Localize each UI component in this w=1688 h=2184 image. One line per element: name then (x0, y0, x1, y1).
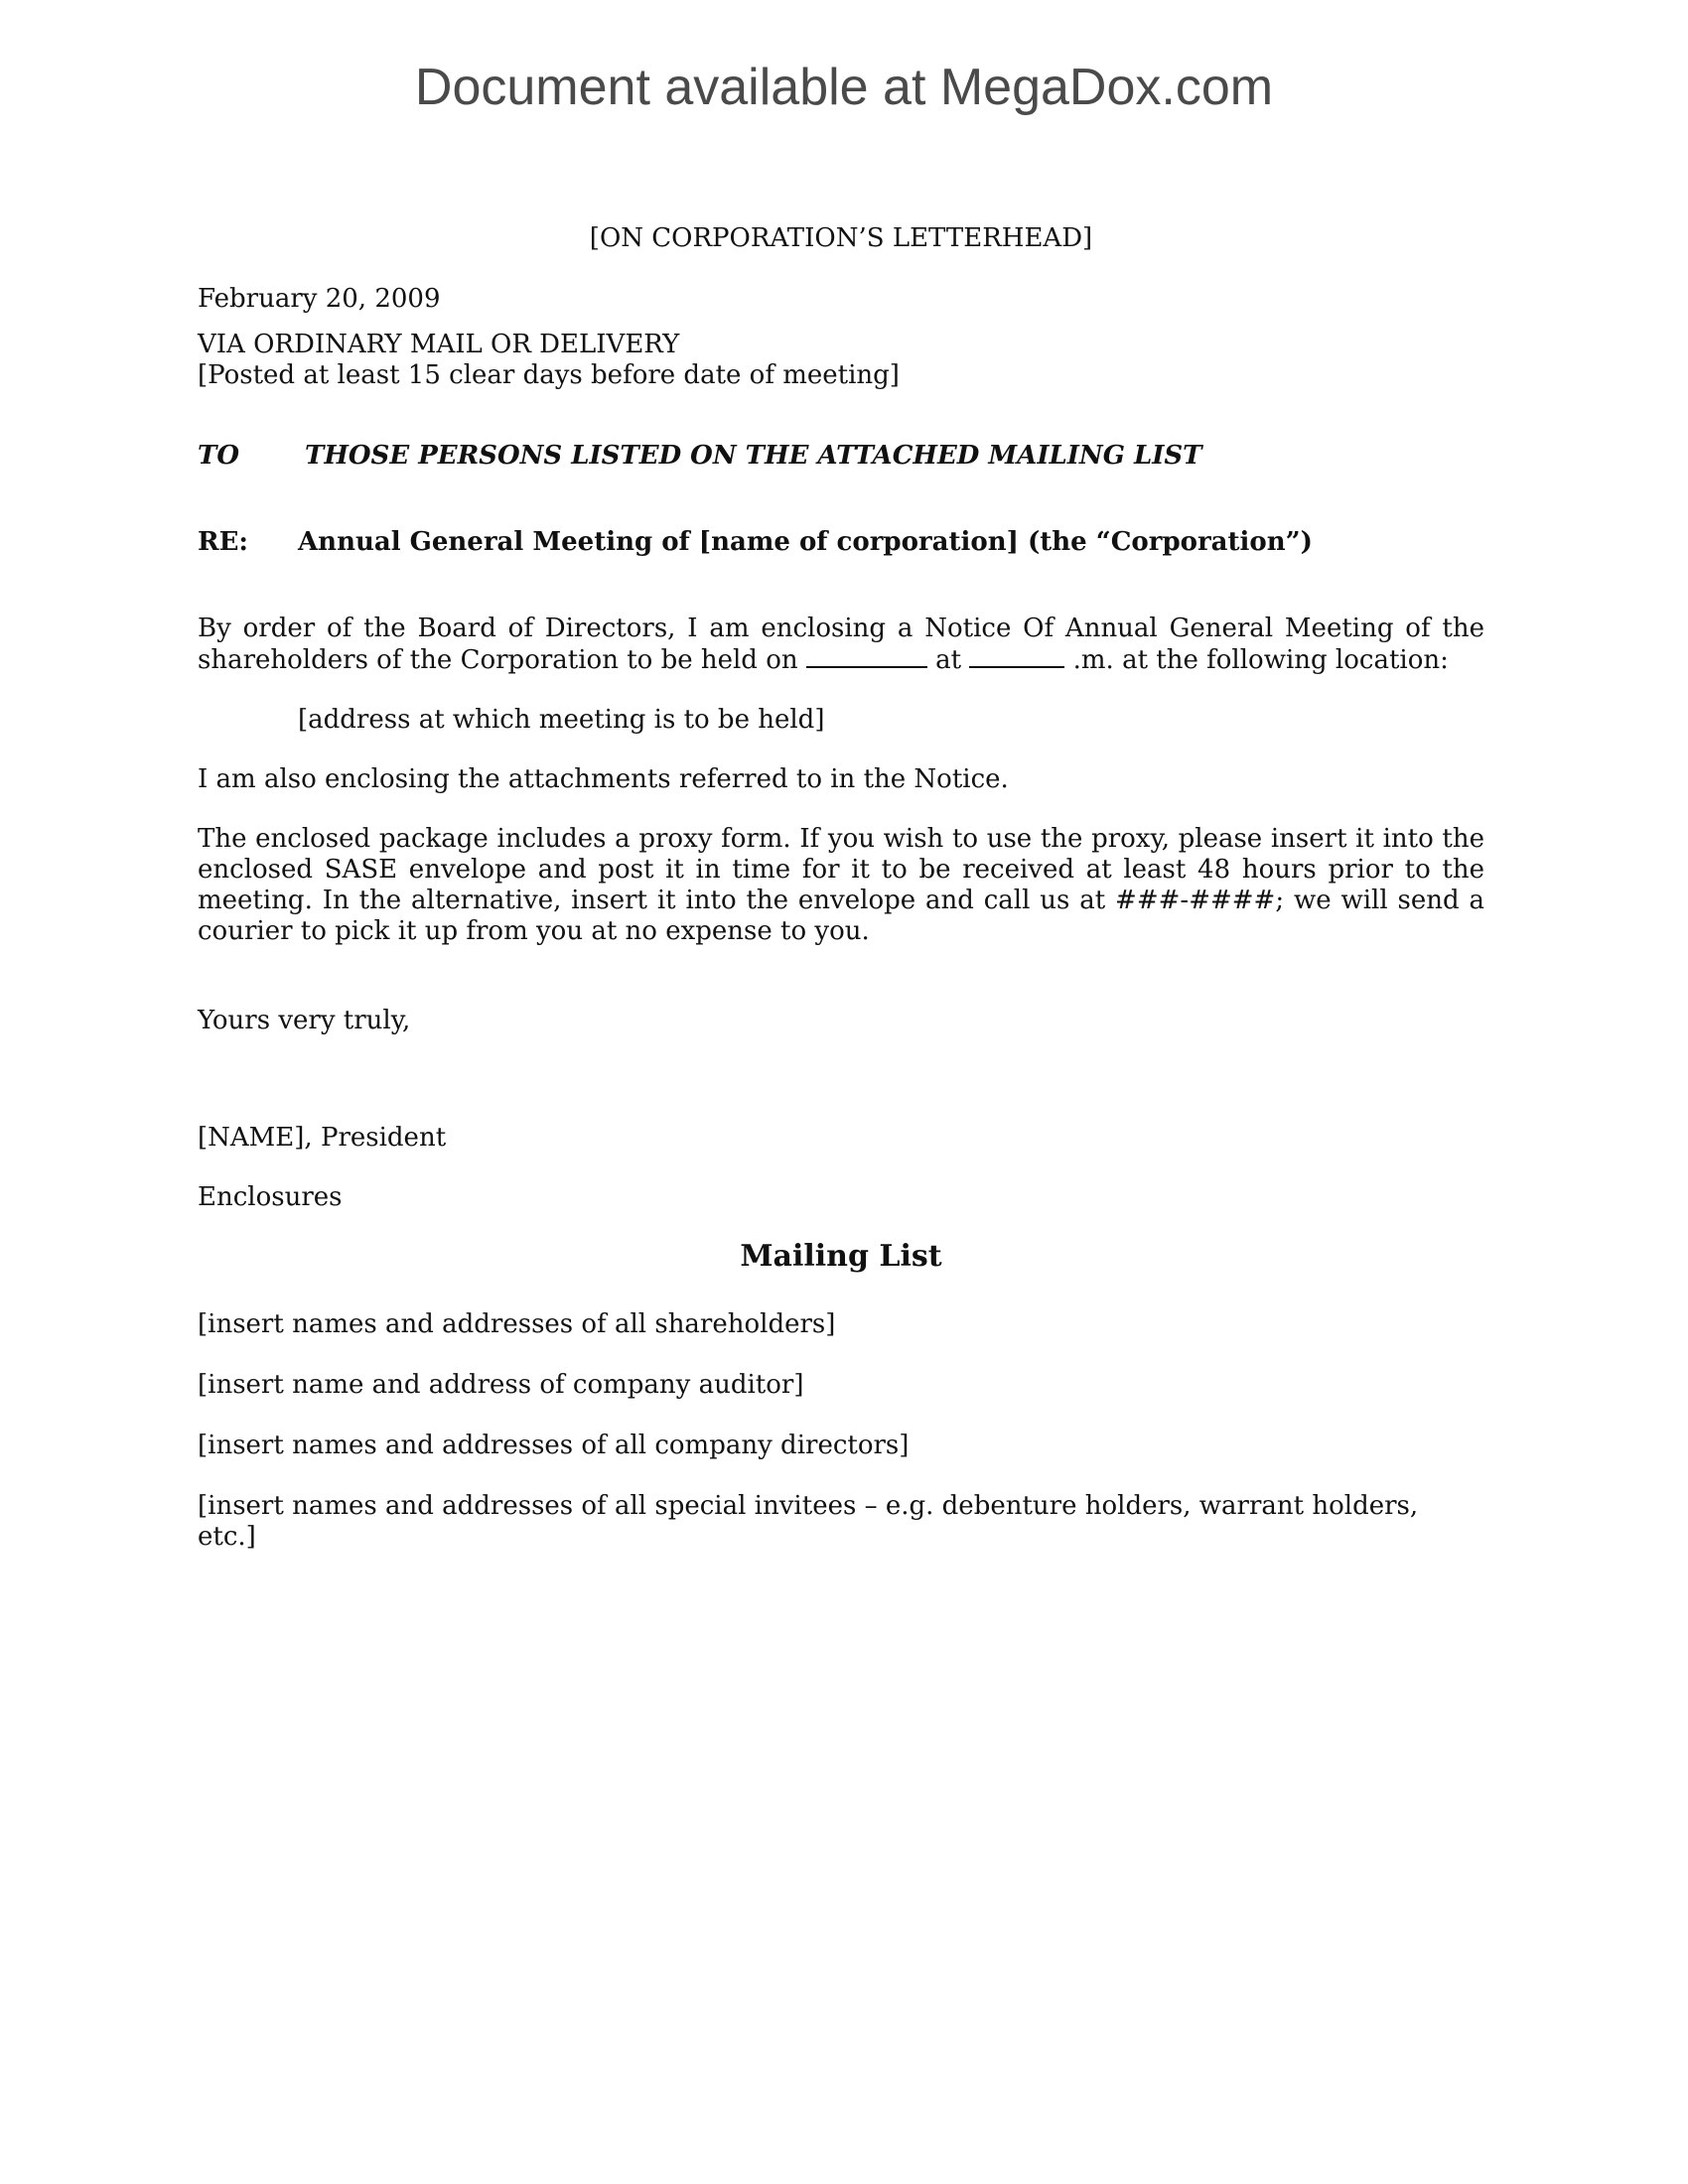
signer: [NAME], President (198, 1123, 447, 1153)
list-item: [insert names and addresses of all special invitees – e.g. debenture holders, warrant holders, etc.] (198, 1491, 1419, 1552)
list-item: [insert names and addresses of all company directors] (198, 1431, 910, 1460)
body-paragraph-2: I am also enclosing the attachments referred to in the Notice. (198, 764, 1009, 794)
to-text: THOSE PERSONS LISTED ON THE ATTACHED MAILING LIST (305, 441, 1202, 471)
re-label: RE: (198, 527, 249, 557)
closing: Yours very truly, (198, 1006, 411, 1035)
delivery-note: [Posted at least 15 clear days before date of meeting] (198, 360, 900, 390)
addressee-line (198, 441, 1484, 472)
to-label: TO (198, 441, 239, 471)
p1-part2: at (935, 645, 962, 675)
letter-page (198, 223, 1484, 1553)
body-paragraph-1 (198, 614, 1484, 676)
watermark-banner: Document available at MegaDox.com (414, 59, 1274, 116)
letterhead-placeholder: [ON CORPORATION’S LETTERHEAD] (589, 223, 1093, 253)
list-item: [insert names and addresses of all shareholders] (198, 1309, 836, 1339)
time-blank (969, 644, 1064, 668)
delivery-block (198, 330, 1484, 391)
date-blank (806, 644, 927, 668)
delivery-method: VIA ORDINARY MAIL OR DELIVERY (198, 330, 680, 359)
list-item: [insert name and address of company auditor] (198, 1370, 804, 1400)
p1-part1: By order of the Board of Directors, I am enclosing a Notice Of Annual General Meeting of the shareholders of the Corporation to be held on (198, 614, 1484, 675)
mailing-list-title: Mailing List (740, 1239, 942, 1274)
p1-part3: .m. at the following location: (1072, 645, 1449, 675)
re-text: Annual General Meeting of [name of corporation] (the “Corporation”) (298, 527, 1313, 557)
meeting-address: [address at which meeting is to be held] (298, 705, 825, 735)
subject-line (198, 527, 1484, 558)
enclosures: Enclosures (198, 1182, 343, 1212)
letter-date: February 20, 2009 (198, 284, 441, 314)
mailing-list (198, 1309, 1484, 1553)
body-paragraph-3: The enclosed package includes a proxy form. If you wish to use the proxy, please insert it into the enclosed SASE envelope and post it in time for it to be received at least 48 hours prior to the meeting. In the alternative, insert it into the envelope and call us at ###-####; we will send a courier to pick it up from you at no expense to you. (198, 824, 1484, 946)
